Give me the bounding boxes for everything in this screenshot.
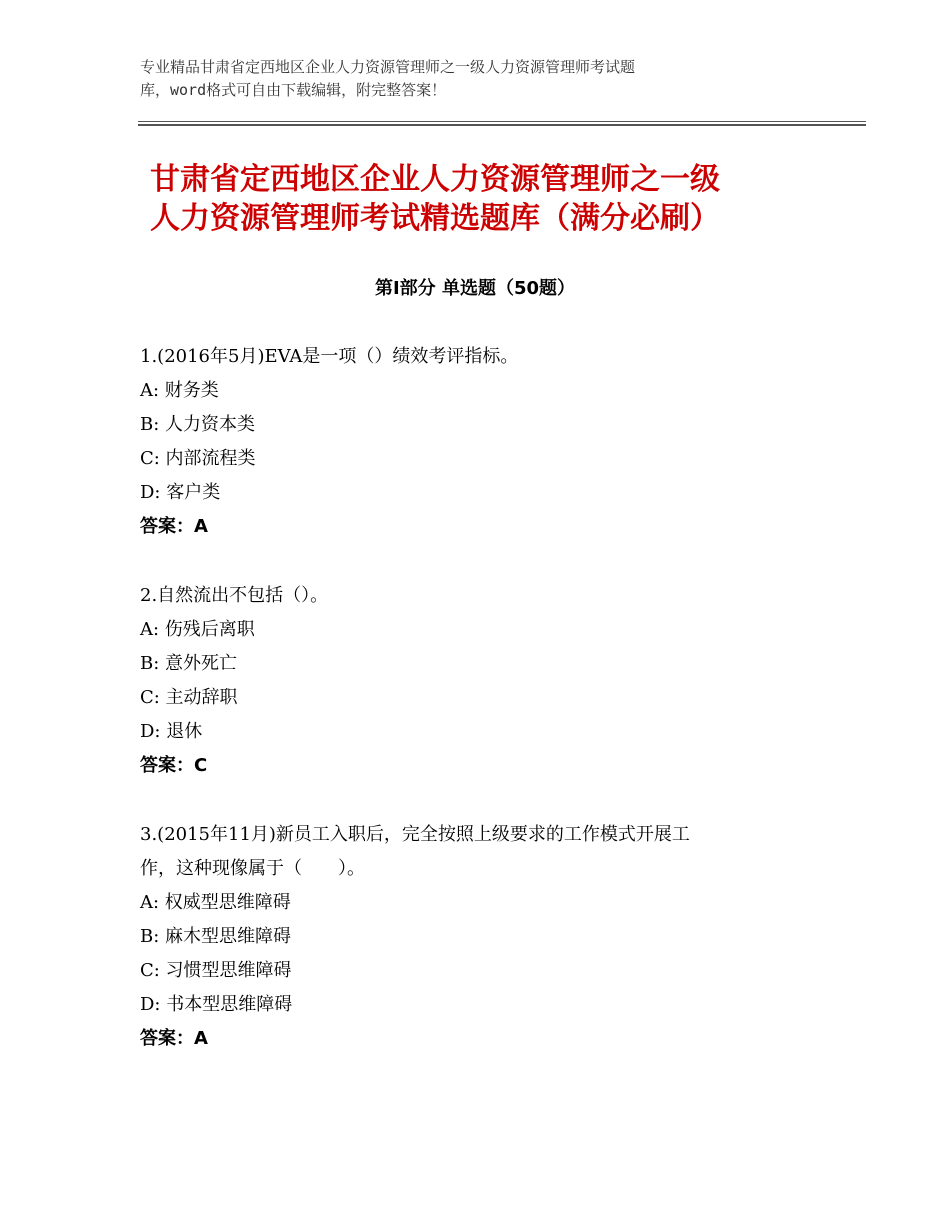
- answer-option: C: 内部流程类: [140, 448, 256, 469]
- question-stem-line: 3.(2015年11月)新员工入职后，完全按照上级要求的工作模式开展工: [140, 824, 690, 845]
- answer-option: D: 退休: [140, 721, 203, 742]
- answer-option: B: 麻木型思维障碍: [140, 926, 292, 947]
- question-stem: [140, 818, 820, 886]
- answer-option: B: 意外死亡: [140, 653, 238, 674]
- correct-answer: 答案：C: [140, 755, 208, 776]
- answer-option: A: 伤残后离职: [140, 619, 255, 640]
- header-note-line: 专业精品甘肃省定西地区企业人力资源管理师之一级人力资源管理师考试题: [140, 58, 636, 76]
- question-stem: [140, 340, 820, 374]
- header-note-line: 库，word格式可自由下载编辑，附完整答案！: [140, 81, 447, 99]
- answer-option: D: 客户类: [140, 482, 221, 503]
- answer-option: A: 权威型思维障碍: [140, 892, 291, 913]
- document-title: [150, 160, 850, 238]
- answer-option: C: 习惯型思维障碍: [140, 960, 292, 981]
- correct-answer: 答案：A: [140, 1028, 208, 1049]
- question-item: [140, 818, 820, 1056]
- question-item: [140, 340, 820, 544]
- question-stem: [140, 579, 820, 613]
- header-note: [140, 56, 780, 102]
- header-divider: [138, 124, 866, 126]
- answer-option: B: 人力资本类: [140, 414, 256, 435]
- answer-option: A: 财务类: [140, 380, 219, 401]
- document-title-line: 人力资源管理师考试精选题库（满分必刷）: [150, 201, 720, 236]
- header-divider: [138, 121, 866, 122]
- document-title-line: 甘肃省定西地区企业人力资源管理师之一级: [150, 162, 720, 197]
- section-heading: 第Ⅰ部分 单选题（50题）: [374, 278, 575, 299]
- answer-option: D: 书本型思维障碍: [140, 994, 293, 1015]
- correct-answer: 答案：A: [140, 516, 208, 537]
- question-stem-line: 1.(2016年5月)EVA是一项（）绩效考评指标。: [140, 346, 519, 367]
- question-stem-line: 作，这种现像属于（ ）。: [140, 858, 365, 879]
- question-item: [140, 579, 820, 783]
- question-stem-line: 2.自然流出不包括（）。: [140, 585, 329, 606]
- answer-option: C: 主动辞职: [140, 687, 238, 708]
